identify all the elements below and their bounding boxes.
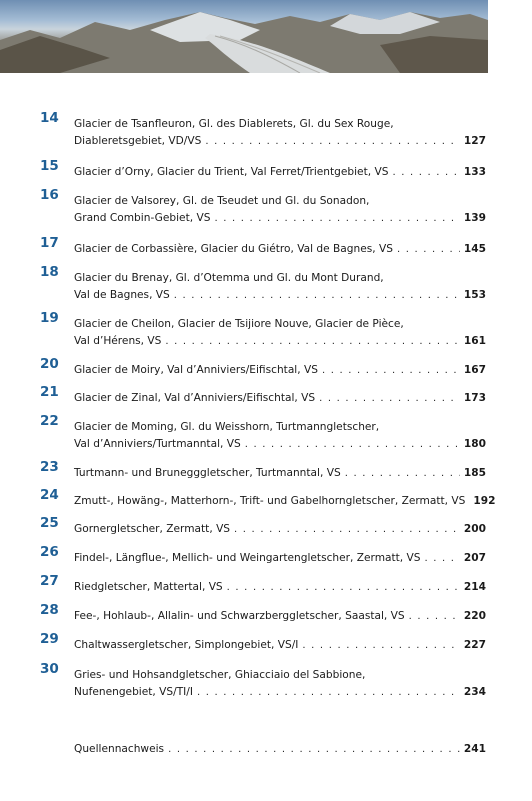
- entry-title: Glacier de Zinal, Val d’Anniviers/Eifischtal, VS: [74, 392, 316, 404]
- page-number: 220: [463, 610, 486, 622]
- chapter-number: 14: [40, 110, 59, 126]
- entry-title-line2: Val de Bagnes, VS: [74, 288, 170, 301]
- mountain-panorama-image: [0, 0, 488, 73]
- leader-dots: [227, 580, 460, 597]
- page-number: 192: [473, 495, 496, 507]
- entry-title: Zmutt-, Howäng-, Matterhorn-, Trift- und Gabelhorngletscher, Zermatt, VS: [74, 495, 466, 507]
- leader-dots: [345, 466, 460, 483]
- chapter-number: 24: [40, 487, 59, 503]
- entry-title: Turtmann- und Brunegggletscher, Turtmanntal, VS: [74, 467, 341, 479]
- chapter-number: 23: [40, 459, 59, 475]
- page-number: 173: [463, 392, 486, 404]
- chapter-number: 18: [40, 264, 59, 280]
- page-number: 145: [463, 243, 486, 255]
- page-number: 161: [463, 334, 486, 347]
- chapter-number: 26: [40, 544, 59, 560]
- page-number: 180: [463, 437, 486, 450]
- entry-title-line2: Val d’Hérens, VS: [74, 334, 162, 347]
- entry-title: Chaltwassergletscher, Simplongebiet, VS/I: [74, 639, 299, 651]
- page-number: 234: [463, 685, 486, 698]
- leader-dots: [214, 211, 459, 228]
- entry-title-line2: Diableretsgebiet, VD/VS: [74, 134, 202, 147]
- leader-dots: [165, 334, 459, 351]
- entry-title: Glacier d’Orny, Glacier du Trient, Val Ferret/Trientgebiet, VS: [74, 166, 389, 178]
- chapter-number: 19: [40, 310, 59, 326]
- page-number: 214: [463, 581, 486, 593]
- chapter-number: 17: [40, 235, 59, 251]
- leader-dots: [174, 288, 460, 305]
- header-panorama-photo: [0, 0, 488, 73]
- leader-dots: [425, 551, 460, 568]
- chapter-number: 25: [40, 515, 59, 531]
- leader-dots: [205, 134, 460, 151]
- chapter-number: 16: [40, 187, 59, 203]
- chapter-number: 22: [40, 413, 59, 429]
- page-number: 185: [463, 467, 486, 479]
- entry-title-line1: Glacier de Cheilon, Glacier de Tsijiore Nouve, Glacier de Pièce,: [74, 318, 404, 330]
- chapter-number: 29: [40, 631, 59, 647]
- leader-dots: [409, 609, 460, 626]
- entry-title-line1: Glacier de Valsorey, Gl. de Tseudet und Gl. du Sonadon,: [74, 195, 370, 207]
- entry-title-line1: Glacier du Brenay, Gl. d’Otemma und Gl. du Mont Durand,: [74, 272, 384, 284]
- entry-title-line1: Glacier de Tsanfleuron, Gl. des Diablerets, Gl. du Sex Rouge,: [74, 118, 394, 130]
- page-number: 207: [463, 552, 486, 564]
- entry-title-line2: Nufenengebiet, VS/TI/I: [74, 685, 193, 698]
- chapter-number: 27: [40, 573, 59, 589]
- entry-title: Fee-, Hohlaub-, Allalin- und Schwarzberggletscher, Saastal, VS: [74, 610, 405, 622]
- chapter-number: 28: [40, 602, 59, 618]
- page-number: 241: [463, 743, 486, 755]
- leader-dots: [168, 742, 460, 759]
- page-number: 139: [463, 211, 486, 224]
- entry-title: Riedgletscher, Mattertal, VS: [74, 581, 223, 593]
- entry-title: Gornergletscher, Zermatt, VS: [74, 523, 231, 535]
- page-number: 153: [463, 288, 486, 301]
- leader-dots: [397, 242, 460, 259]
- sources-title: Quellennachweis: [74, 743, 165, 755]
- entry-title-line1: Gries- und Hohsandgletscher, Ghiacciaio del Sabbione,: [74, 669, 366, 681]
- leader-dots: [392, 165, 459, 182]
- leader-dots: [245, 437, 460, 454]
- entry-title: Glacier de Corbassière, Glacier du Giétro, Val de Bagnes, VS: [74, 243, 393, 255]
- leader-dots: [319, 391, 460, 408]
- leader-dots: [322, 363, 460, 380]
- entry-title-line2: Grand Combin-Gebiet, VS: [74, 211, 211, 224]
- leader-dots: [197, 685, 460, 702]
- page-number: 133: [463, 166, 486, 178]
- page-number: 227: [463, 639, 486, 651]
- entry-title: Findel-, Längflue-, Mellich- und Weingartengletscher, Zermatt, VS: [74, 552, 421, 564]
- leader-dots: [302, 638, 459, 655]
- page-number: 127: [463, 134, 486, 147]
- entry-title-line1: Glacier de Moming, Gl. du Weisshorn, Turtmanngletscher,: [74, 421, 380, 433]
- chapter-number: 15: [40, 158, 59, 174]
- leader-dots: [234, 522, 460, 539]
- entry-title-line2: Val d’Anniviers/Turtmanntal, VS: [74, 437, 241, 450]
- page-number: 200: [463, 523, 486, 535]
- entry-title: Glacier de Moiry, Val d’Anniviers/Eifischtal, VS: [74, 364, 318, 376]
- page-number: 167: [463, 364, 486, 376]
- chapter-number: 20: [40, 356, 59, 372]
- chapter-number: 21: [40, 384, 59, 400]
- chapter-number: 30: [40, 661, 59, 677]
